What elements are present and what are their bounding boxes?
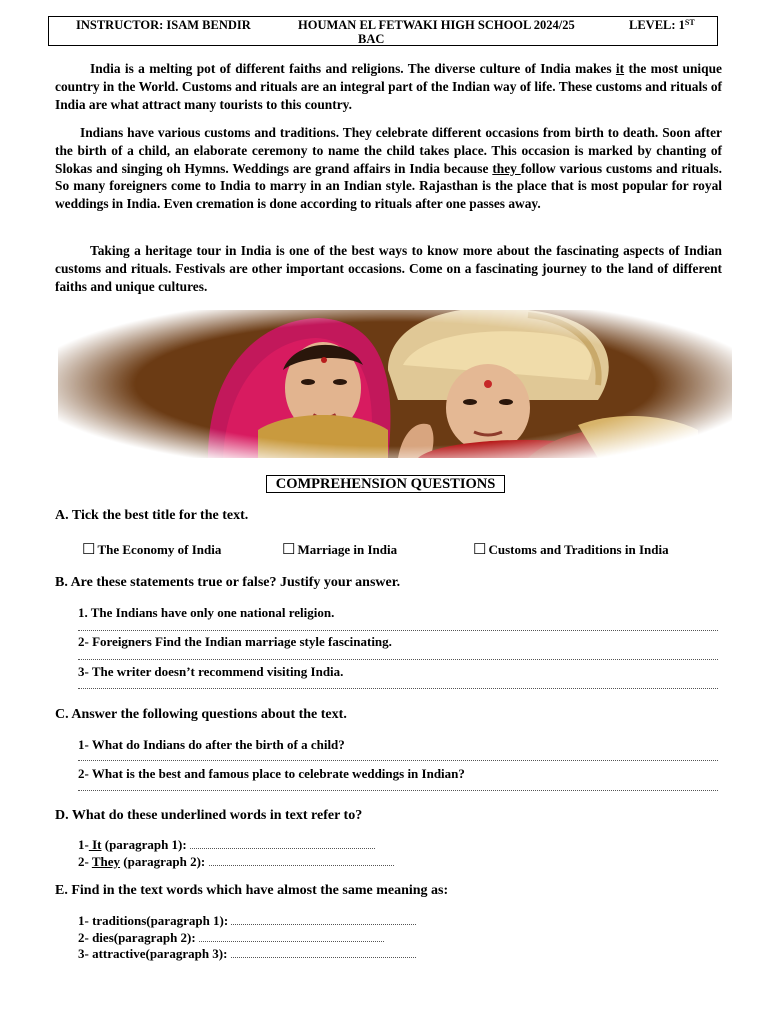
- reference-2-paragraph: (paragraph 2):: [120, 854, 209, 869]
- checkbox-icon[interactable]: ☐: [282, 542, 296, 558]
- level-superscript: ST: [684, 18, 695, 27]
- section-a-title: A. Tick the best title for the text.: [55, 508, 249, 523]
- option-customs[interactable]: [473, 542, 669, 558]
- wedding-couple-illustration: [58, 310, 732, 458]
- answer-line[interactable]: [190, 838, 375, 849]
- section-c-title: C. Answer the following questions about the text.: [55, 707, 347, 722]
- checkbox-icon[interactable]: ☐: [82, 542, 96, 558]
- question-1: 1- What do Indians do after the birth of a child?: [78, 737, 345, 752]
- reference-item-1: [78, 837, 375, 852]
- synonym-item-3: [78, 946, 416, 961]
- answer-line[interactable]: [209, 855, 394, 866]
- answer-line[interactable]: [78, 622, 718, 631]
- reference-1-word: It: [88, 837, 102, 852]
- answer-line[interactable]: [78, 782, 718, 791]
- statement-1: 1. The Indians have only one national religion.: [78, 605, 335, 620]
- paragraph-3: [55, 242, 722, 295]
- option-marriage[interactable]: [282, 542, 397, 558]
- p2-text-b: follow various customs and rituals. So many foreigners come to India to marry in an Indian style. Rajasthan is the place that is most popular for royal weddings in India. Even cremation is done according to rituals after one passes away.: [55, 160, 722, 212]
- underlined-it: it: [615, 61, 625, 76]
- instructor-name: INSTRUCTOR: ISAM BENDIR: [76, 18, 251, 32]
- answer-line[interactable]: [78, 752, 718, 761]
- p1-text-a: India is a melting pot of different faiths and religions. The diverse culture of India makes: [90, 61, 616, 76]
- synonym-item-1: [78, 913, 416, 928]
- checkbox-icon[interactable]: ☐: [473, 542, 487, 558]
- reference-1-number: 1-: [78, 837, 89, 852]
- paragraph-1: [55, 60, 722, 113]
- statement-3: 3- The writer doesn’t recommend visiting India.: [78, 664, 344, 679]
- synonym-2-label: 2- dies(paragraph 2):: [78, 930, 199, 945]
- statement-2: 2- Foreigners Find the Indian marriage style fascinating.: [78, 634, 392, 649]
- reference-2-word: They: [91, 854, 121, 869]
- reference-2-number: 2-: [78, 854, 92, 869]
- option-customs-label: Customs and Traditions in India: [488, 542, 669, 557]
- worksheet-header: [48, 16, 718, 46]
- p3-text: Taking a heritage tour in India is one of the best ways to know more about the fascinating aspects of Indian customs and rituals. Festivals are other important occasions. Come on a fascinating journey to the land of different faiths and unique cultures.: [55, 243, 722, 294]
- level-label: [629, 18, 695, 32]
- wedding-couple-image: [58, 310, 732, 458]
- answer-line[interactable]: [231, 947, 416, 958]
- question-2: 2- What is the best and famous place to celebrate weddings in Indian?: [78, 766, 465, 781]
- school-name: HOUMAN EL FETWAKI HIGH SCHOOL 2024/25: [298, 18, 575, 32]
- section-b-title: B. Are these statements true or false? Justify your answer.: [55, 575, 401, 590]
- level-suffix: BAC: [358, 32, 385, 46]
- level-text: LEVEL: 1: [629, 18, 685, 32]
- comprehension-title: COMPREHENSION QUESTIONS: [266, 475, 505, 493]
- answer-line[interactable]: [78, 651, 718, 660]
- answer-line[interactable]: [199, 931, 384, 942]
- section-d-title: D. What do these underlined words in text refer to?: [55, 808, 363, 823]
- synonym-1-label: 1- traditions(paragraph 1):: [78, 913, 232, 928]
- paragraph-2: [55, 124, 722, 213]
- p2-text-a: Indians have various customs and traditions. They celebrate different occasions from birth to death. Soon after the birth of a child, an elaborate ceremony to name the child takes place. This occasion is marked by chanting of Slokas and singing oh Hymns. Weddings are grand affairs in India because: [55, 125, 722, 176]
- reference-1-paragraph: (paragraph 1):: [101, 837, 190, 852]
- synonym-3-label: 3- attractive(paragraph 3):: [78, 946, 231, 961]
- answer-line[interactable]: [78, 680, 718, 689]
- synonym-item-2: [78, 930, 384, 945]
- section-e-title: E. Find in the text words which have almost the same meaning as:: [55, 883, 449, 898]
- underlined-they: they: [492, 160, 521, 176]
- option-marriage-label: Marriage in India: [297, 542, 398, 557]
- option-economy-label: The Economy of India: [97, 542, 222, 557]
- reference-item-2: [78, 854, 394, 869]
- answer-line[interactable]: [231, 914, 416, 925]
- option-economy[interactable]: [82, 542, 221, 558]
- p1-text-b: the most unique country in the World. Customs and rituals are an integral part of the Indian way of life. These customs and rituals of India are what attract many tourists to this country.: [55, 61, 722, 112]
